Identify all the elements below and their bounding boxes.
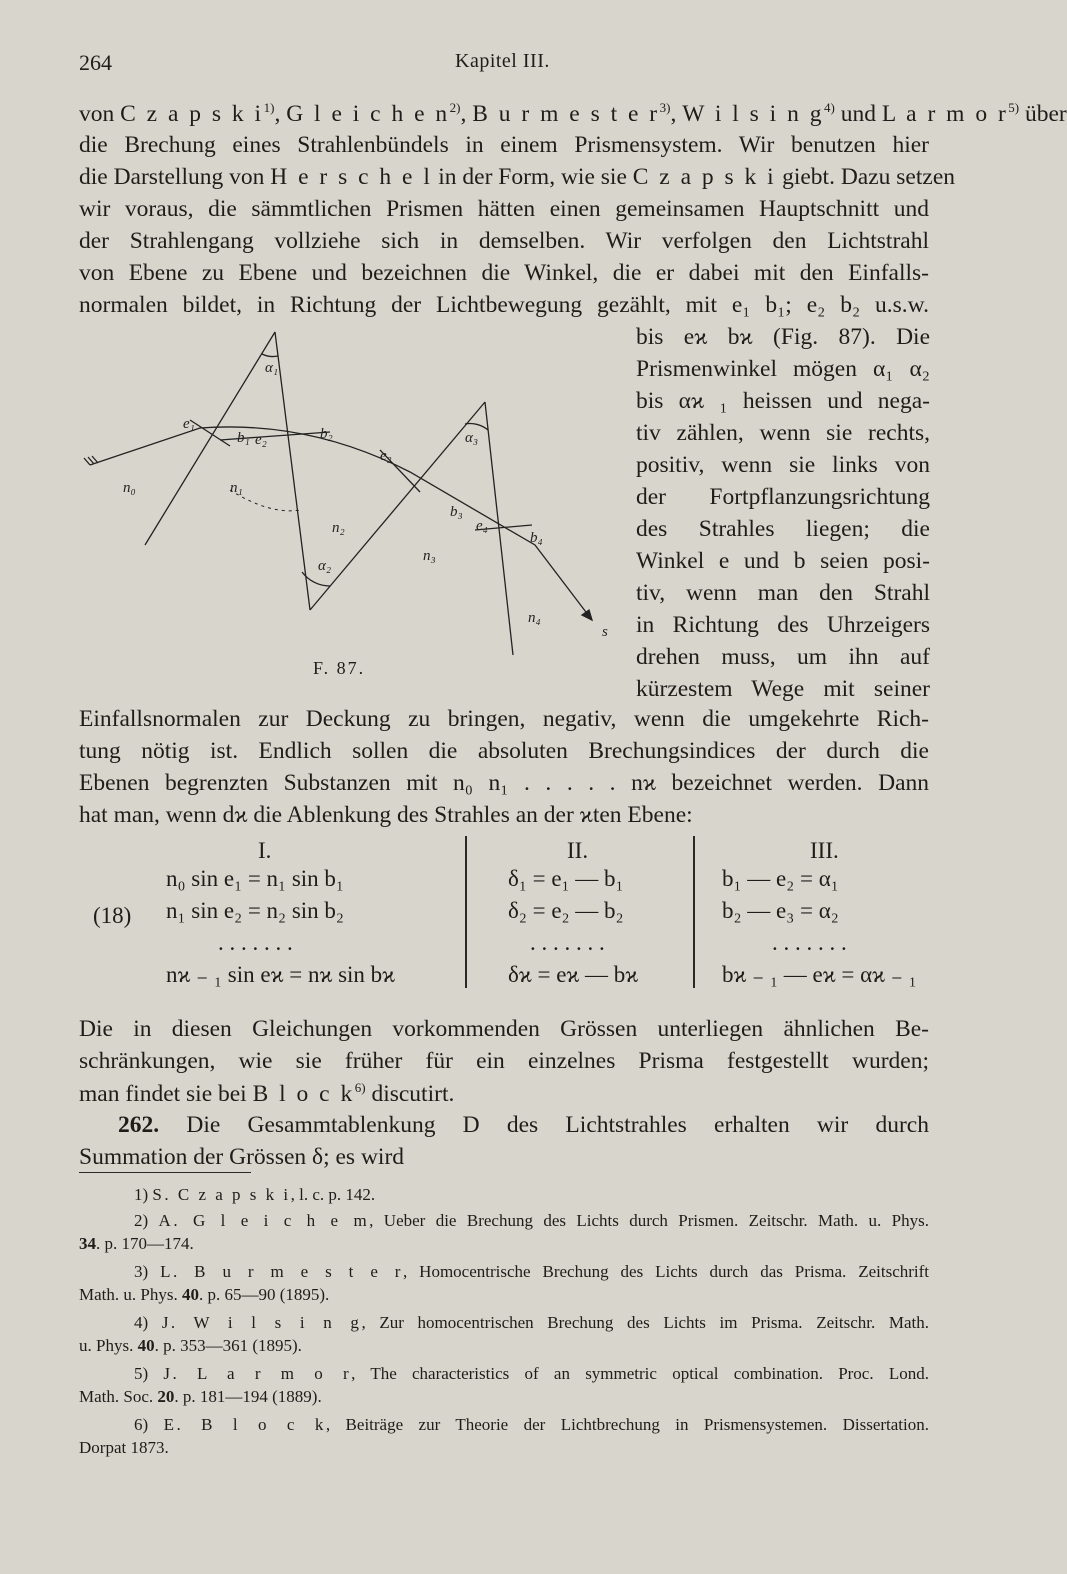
footnote-6: 6) E. B l o c k, Beiträge zur Theorie der Lichtbrechung in Prismensystemen. Dissertation. <box>134 1415 929 1434</box>
equation-ellipsis: . . . . . . . <box>530 930 605 955</box>
footnote-4: 4) J. W i l s i n g, Zur homocentrischen Brechung des Lichts im Prisma. Zeitschr. Math. <box>134 1313 929 1332</box>
text-line: drehen muss, um ihn auf <box>636 644 930 670</box>
footnote-ref[interactable]: 3) <box>659 100 671 115</box>
text-line: kürzestem Wege mit seiner <box>636 676 930 702</box>
footnote-5-cont: Math. Soc. 20. p. 181—194 (1889). <box>79 1387 322 1406</box>
text-line: Ebenen begrenzten Substanzen mit n₀ n₁ . . . . . nϰ bezeichnet werden. Dann <box>79 770 929 796</box>
equation-number: (18) <box>93 903 132 928</box>
text-line: schränkungen, wie sie früher für ein einzelnes Prisma festgestellt wurden; <box>79 1048 929 1074</box>
label-n0: n₀ <box>123 480 136 496</box>
section-number: 262. <box>118 1112 160 1138</box>
column-head-2: II. <box>567 838 589 863</box>
label-n2: n₂ <box>332 520 345 536</box>
equation: b₂ — e₃ = α₂ <box>722 898 839 923</box>
text-line: des Strahles liegen; die <box>636 516 930 542</box>
text-line: man findet sie bei B l o c k$^{6)}$ discutirt. <box>79 1080 455 1107</box>
text-line: tiv, wenn man den Strahl <box>636 580 930 606</box>
label-alpha1: α₁ <box>265 360 279 376</box>
text-line: bis eϰ bϰ (Fig. 87). Die <box>636 324 930 350</box>
column-divider <box>693 836 695 988</box>
text-line: der Strahlengang vollziehe sich in demselben. Wir verfolgen den Lichtstrahl <box>79 228 929 254</box>
prism-ray-diagram <box>80 320 620 665</box>
footnote-5: 5) J. L a r m o r, The characteristics of an symmetric optical combination. Proc. Lond. <box>134 1364 929 1383</box>
equation: nϰ ₋ ₁ sin eϰ = nϰ sin bϰ <box>166 962 396 987</box>
text-line: von C z a p s k i$^{1)}$, G l e i c h e n$^{2)}$, B u r m e s t e r$^{3)}$, W i l s i n g$^{4)}$ und L a r m o r$^{5)}$ über <box>79 100 1067 127</box>
footnote-1: 1) S. C z a p s k i, l. c. p. 142. <box>134 1185 376 1204</box>
footnote-ref[interactable]: 2) <box>449 100 461 115</box>
equation: b₁ — e₂ = α₁ <box>722 866 839 891</box>
label-b3: b₃ <box>450 504 463 520</box>
page-number: 264 <box>79 50 112 75</box>
text-line: in Richtung des Uhrzeigers <box>636 612 930 638</box>
equation: δ₁ = e₁ — b₁ <box>508 866 624 891</box>
label-e1: e₁ <box>183 416 195 432</box>
text-line: Die in diesen Gleichungen vorkommenden Grössen unterliegen ähnlichen Be- <box>79 1016 929 1042</box>
label-s: s <box>602 624 608 640</box>
figure-caption: F. 87. <box>313 658 366 678</box>
equation-ellipsis: . . . . . . . <box>218 930 293 955</box>
text-line: normalen bildet, in Richtung der Lichtbewegung gezählt, mit e₁ b₁; e₂ b₂ u.s.w. <box>79 292 929 318</box>
footnote-ref[interactable]: 6) <box>354 1080 366 1095</box>
label-alpha2: α₂ <box>318 558 332 574</box>
label-e3: e₃ <box>380 448 392 464</box>
text-line: die Brechung eines Strahlenbündels in einem Prismensystem. Wir benutzen hier <box>79 132 929 158</box>
footnote-ref[interactable]: 4) <box>823 100 835 115</box>
text-line: Einfallsnormalen zur Deckung zu bringen, negativ, wenn die umgekehrte Rich- <box>79 706 929 732</box>
label-b2: b₂ <box>320 426 333 442</box>
label-alpha3: α₃ <box>465 430 479 446</box>
footnote-3: 3) L. B u r m e s t e r, Homocentrische Brechung des Lichts durch das Prisma. Zeitschrift <box>134 1262 930 1281</box>
label-e4: e₄ <box>476 518 488 534</box>
label-n3: n₃ <box>423 548 436 564</box>
equation-ellipsis: . . . . . . . <box>772 930 847 955</box>
text-line: von Ebene zu Ebene und bezeichnen die Winkel, die er dabei mit den Einfalls- <box>79 260 929 286</box>
text-line: wir voraus, die sämmtlichen Prismen hätten einen gemeinsamen Hauptschnitt und <box>79 196 929 222</box>
prism-face <box>275 332 310 610</box>
text-line: 262. Die Gesammtablenkung D des Lichtstrahles erhalten wir durch <box>118 1112 929 1138</box>
column-head-1: I. <box>258 838 272 863</box>
text-line: Prismenwinkel mögen α₁ α₂ <box>636 356 930 382</box>
footnote-ref[interactable]: 5) <box>1008 100 1020 115</box>
text-line: die Darstellung von H e r s c h e l in der Form, wie sie C z a p s k i giebt. Dazu setzen <box>79 164 956 190</box>
footnote-3-cont: Math. u. Phys. 40. p. 65—90 (1895). <box>79 1285 330 1304</box>
footnote-2: 2) A. G l e i c h e m, Ueber die Brechung des Lichts durch Prismen. Zeitschr. Math. u. Phys. <box>134 1211 929 1230</box>
equation: δ₂ = e₂ — b₂ <box>508 898 624 923</box>
label-e2: e₂ <box>255 432 267 448</box>
text-line: Summation der Grössen δ; es wird <box>79 1144 405 1170</box>
footnote-4-cont: u. Phys. 40. p. 353—361 (1895). <box>79 1336 302 1355</box>
footnote-6-cont: Dorpat 1873. <box>79 1438 169 1457</box>
running-header: Kapitel III. <box>455 50 550 72</box>
label-n1: n₁ <box>230 480 243 496</box>
footnote-rule <box>79 1172 251 1173</box>
label-b4: b₄ <box>530 530 543 546</box>
text-line: der Fortpflanzungsrichtung <box>636 484 930 510</box>
column-head-3: III. <box>810 838 839 863</box>
text-line: bis αϰ ₁ heissen und nega- <box>636 388 930 414</box>
label-n4: n₄ <box>528 610 541 626</box>
footnote-2-cont: 34. p. 170—174. <box>79 1234 194 1253</box>
equation: n₀ sin e₁ = n₁ sin b₁ <box>166 866 344 891</box>
column-divider <box>465 836 467 988</box>
footnote-ref[interactable]: 1) <box>263 100 275 115</box>
text-line: positiv, wenn sie links von <box>636 452 930 478</box>
text-line: Winkel e und b seien posi- <box>636 548 930 574</box>
equation: δϰ = eϰ — bϰ <box>508 962 639 987</box>
equation: n₁ sin e₂ = n₂ sin b₂ <box>166 898 344 923</box>
text-line: tung nötig ist. Endlich sollen die absoluten Brechungsindices der durch die <box>79 738 929 764</box>
normal-line <box>190 420 230 446</box>
text-line: hat man, wenn dϰ die Ablenkung des Strahles an der ϰten Ebene: <box>79 802 693 828</box>
equation: bϰ ₋ ₁ — eϰ = αϰ ₋ ₁ <box>722 962 917 987</box>
text-line: tiv zählen, wenn sie rechts, <box>636 420 930 446</box>
label-b1: b₁ <box>237 430 250 446</box>
